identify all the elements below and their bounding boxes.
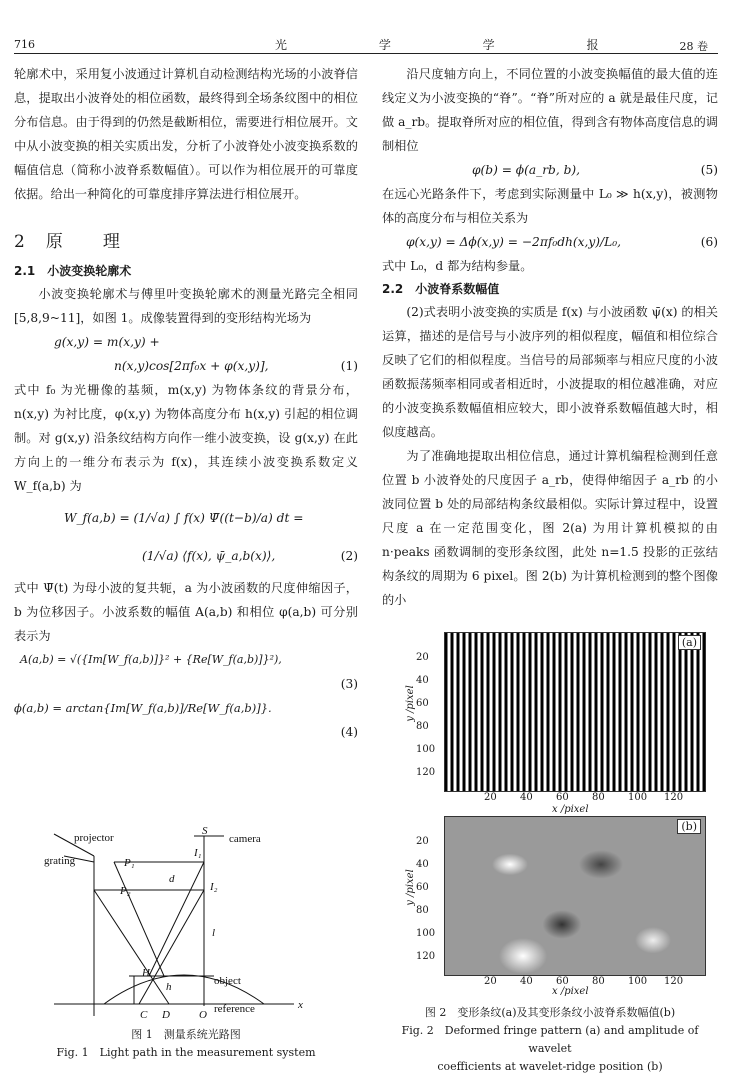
subsection-heading: 2.2 小波脊系数幅值 [382, 282, 500, 296]
paragraph: 式中 Ψ̄(t) 为母小波的复共轭，a 为小波函数的尺度伸缩因子，b 为位移因子。小波系数的幅值 A(a,b) 和相位 φ(a,b) 可分别表示为 [14, 581, 358, 643]
svg-text:S: S [202, 826, 208, 837]
equation: W_f(a,b) = (1/√a) ∫ f(x) Ψ̄((t−b)/a) dt = [64, 511, 304, 525]
svg-text:H: H [142, 967, 150, 979]
y-tick-label: 60 [416, 882, 429, 893]
svg-text:I₂: I₂ [210, 881, 218, 893]
y-tick-label: 80 [416, 721, 429, 732]
equation-number: (3) [340, 677, 358, 691]
y-tick-label: 120 [416, 767, 436, 778]
y-axis-label-b: y /pixel [404, 869, 416, 906]
x-tick-label: 100 [628, 792, 648, 803]
equation: (1/√a) ⟨f(x), ψ̄_a,b(x)⟩, (2) [142, 549, 358, 563]
subsection-heading: 2.1 小波变换轮廓术 [14, 264, 132, 278]
x-tick-label: 40 [520, 976, 533, 987]
y-tick-label: 80 [416, 905, 429, 916]
left-column [14, 62, 358, 744]
paragraph: 沿尺度轴方向上，不同位置的小波变换幅值的最大值的连线定义为小波变换的“脊”。“脊”所对应的 a 就是最佳尺度，记做 a_rb。提取脊所对应的相位值，得到含有物体高度信息的调制相位 [382, 67, 718, 153]
reference-label: reference [214, 1003, 255, 1015]
y-tick-label: 40 [416, 859, 429, 870]
x-tick-label: 120 [664, 976, 684, 987]
x-tick-label: 20 [484, 976, 497, 987]
svg-text:h: h [166, 981, 172, 993]
paragraph: 在远心光路条件下，考虑到实际测量中 L₀ ≫ h(x,y)，被测物体的高度分布与相位关系为 [382, 187, 718, 225]
svg-text:I₁: I₁ [194, 847, 202, 859]
svg-text:P₂: P₂ [120, 885, 131, 897]
x-tick-label: 80 [592, 792, 605, 803]
x-tick-label: 120 [664, 792, 684, 803]
equation: φ(b) = ϕ(a_rb, b), (5) [472, 163, 718, 177]
x-tick-label: 60 [556, 792, 569, 803]
y-tick-label: 60 [416, 698, 429, 709]
x-tick-label: 60 [556, 976, 569, 987]
x-tick-label: 80 [592, 976, 605, 987]
y-tick-label: 20 [416, 836, 429, 847]
x-tick-label: 100 [628, 976, 648, 987]
y-tick-label: 100 [416, 928, 436, 939]
y-tick-label: 20 [416, 652, 429, 663]
journal-title: 光 学 学 报 [275, 38, 643, 52]
figure-2-caption: 图 2 变形条纹(a)及其变形条纹小波脊系数幅值(b) Fig. 2 Deformed fringe pattern (a) and amplitude of wavelet coefficients at wavelet-ridge position (b) [401, 1006, 699, 1073]
ridge-amplitude-image [444, 816, 706, 976]
paragraph: (2)式表明小波变换的实质是 f(x) 与小波函数 ψ̄(x) 的相关运算，描述的是信号与小波序列的相似程度，幅值和相位综合反映了它们的相似程度。当信号的局部频率与相应尺度的小波函数振荡频率相同或者相近时，小波提取的相位越准确，对应的小波变换系数幅值相应较大，即小波脊系数幅值越大时，相似度越高。 [382, 305, 718, 439]
object-label: object [214, 975, 241, 987]
equation: A(a,b) = √({Im[W_f(a,b)]}² + {Re[W_f(a,b)]}²), [20, 653, 282, 666]
svg-text:P₁: P₁ [124, 857, 135, 869]
equation: φ(x,y) = Δϕ(x,y) = −2πf₀dh(x,y)/L₀, (6) [406, 235, 718, 249]
svg-text:x: x [298, 999, 303, 1011]
right-column [382, 62, 718, 612]
svg-text:C: C [140, 1009, 148, 1021]
x-tick-label: 20 [484, 792, 497, 803]
page-number: 716 [14, 38, 35, 51]
svg-text:d: d [169, 873, 175, 885]
camera-label: camera [229, 833, 261, 845]
fringe-pattern-image [444, 632, 706, 792]
figure-1-light-path-diagram [34, 826, 324, 1026]
x-axis-label-a: x /pixel [552, 804, 589, 815]
page-header [0, 0, 732, 53]
grating-label: grating [44, 855, 76, 867]
equation: ϕ(a,b) = arctan{Im[W_f(a,b)]/Re[W_f(a,b)]}. [14, 701, 272, 715]
paragraph: 式中 L₀，d 都为结构参量。 [382, 259, 533, 273]
panel-a-label: (a) [678, 635, 701, 650]
y-tick-label: 100 [416, 744, 436, 755]
svg-text:l: l [212, 927, 216, 939]
svg-text:D: D [162, 1009, 170, 1021]
equation-number: (4) [340, 725, 358, 739]
x-tick-label: 40 [520, 792, 533, 803]
y-tick-label: 120 [416, 951, 436, 962]
equation: g(x,y) = m(x,y) + [54, 335, 160, 349]
paragraph: 式中 f₀ 为光栅像的基频，m(x,y) 为物体条纹的背景分布，n(x,y) 为衬比度，φ(x,y) 为物体高度分布 h(x,y) 引起的相位调制。对 g(x,y) 沿条纹结构方向作一维小波变换，设 g(x,y) 在此方向上的一维分布表示为 f(x)，其连续小波变换系数定义 W_f(a,b) 为 [14, 383, 358, 493]
y-tick-label: 40 [416, 675, 429, 686]
panel-b-label: (b) [677, 819, 701, 834]
figure-2 [392, 628, 722, 1000]
paragraph: 为了准确地提取出相位信息，通过计算机编程检测到任意位置 b 小波脊处的尺度因子 a_rb，使得伸缩因子 a_rb 的小波同位置 b 处的局部结构条纹最相似。实际计算过程中，设置尺度 a 在一定范围变化，图 2(a) 为用计算机模拟的由 n·peaks 函数调制的变形条纹图，此处 n=1.5 投影的正弦结构条纹的周期为 6 pixel。图 2(b) 为计算机检测到的整个图像的小 [382, 449, 718, 607]
volume-label: 28 卷 [679, 40, 708, 53]
svg-text:O: O [199, 1009, 207, 1021]
x-axis-label-b: x /pixel [552, 986, 589, 997]
section-heading: 2 原 理 [14, 232, 122, 252]
projector-label: projector [74, 832, 114, 844]
figure-1-caption: 图 1 测量系统光路图 Fig. 1 Light path in the measurement system [56, 1028, 316, 1059]
equation: n(x,y)cos[2πf₀x + φ(x,y)], (1) [114, 359, 358, 373]
paragraph: 轮廓术中，采用复小波通过计算机自动检测结构光场的小波脊信息，提取出小波脊处的相位函数，最终得到全场条纹图中的相位分布信息。由于得到的仍然是截断相位，需要进行相位展开。文中从小波变换的相关实质出发，分析了小波脊处小波变换系数的幅值信息（简称小波脊系数幅值）。可以作为相位展开的可靠度依据。给出一种简化的可靠度排序算法进行相位展开。 [14, 67, 358, 201]
y-axis-label-a: y /pixel [404, 685, 416, 722]
header-rule [14, 53, 718, 54]
paragraph: 小波变换轮廓术与傅里叶变换轮廓术的测量光路完全相同[5,8,9~11]，如图 1。成像装置得到的变形结构光场为 [14, 287, 358, 325]
